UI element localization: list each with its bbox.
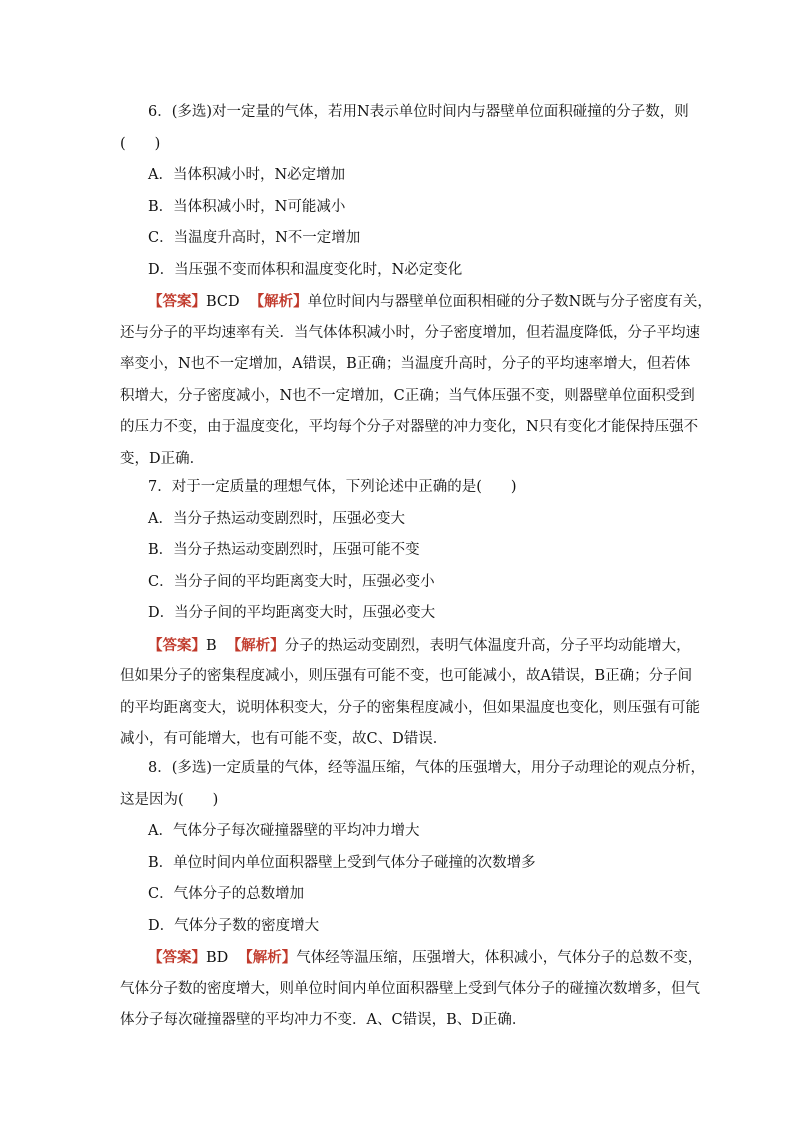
question-stem-line: 8．(多选)一定质量的气体，经等温压缩，气体的压强增大，用分子动理论的观点分析， bbox=[148, 760, 706, 776]
option-b: B．当分子热运动变剧烈时，压强可能不变 bbox=[148, 542, 420, 558]
question-6 bbox=[120, 97, 712, 475]
explanation-line: 减小，有可能增大，也有可能不变，故C、D错误． bbox=[120, 731, 448, 747]
explanation-text: 气体经等温压缩，压强增大，体积减小，气体分子的总数不变， bbox=[296, 950, 703, 966]
explanation-tag: 【解析】 bbox=[249, 293, 308, 310]
question-stem-line: ( ) bbox=[120, 135, 161, 152]
explanation-line: 率变小，N也不一定增加，A错误，B正确；当温度升高时，分子的平均速率增大，但若体 bbox=[120, 356, 691, 372]
answer-value: B bbox=[206, 637, 217, 654]
option-d: D．当压强不变而体积和温度变化时，N必定变化 bbox=[148, 261, 463, 278]
explanation-line: 积增大，分子密度减小，N也不一定增加，C正确；当气体压强不变，则器壁单位面积受到 bbox=[120, 387, 695, 404]
option-b: B．单位时间内单位面积器壁上受到气体分子碰撞的次数增多 bbox=[148, 854, 536, 871]
explanation-line: 的平均距离变大，说明体积变大，分子的密集程度减小，但如果温度也变化，则压强有可能 bbox=[120, 699, 700, 716]
answer-value: BCD bbox=[206, 294, 240, 310]
option-c: C．当温度升高时，N不一定增加 bbox=[148, 230, 361, 246]
answer-line bbox=[120, 286, 712, 318]
question-stem-line: 6．(多选)对一定量的气体，若用N表示单位时间内与器壁单位面积碰撞的分子数，则 bbox=[148, 104, 689, 120]
explanation-line: 气体分子数的密度增大，则单位时间内单位面积器壁上受到气体分子的碰撞次数增多，但气 bbox=[120, 980, 700, 997]
answer-tag: 【答案】 bbox=[148, 293, 206, 310]
explanation-line: 但如果分子的密集程度减小，则压强有可能不变，也可能减小，故A错误，B正确；分子间 bbox=[120, 668, 693, 684]
explanation-line: 体分子每次碰撞器壁的平均冲力不变．A、C错误，B、D正确． bbox=[120, 1012, 527, 1028]
option-a: A．当分子热运动变剧烈时，压强必变大 bbox=[148, 510, 405, 527]
option-d: D．气体分子数的密度增大 bbox=[148, 917, 320, 934]
answer-tag: 【答案】 bbox=[148, 636, 206, 654]
explanation-text: 分子的热运动变剧烈，表明气体温度升高，分子平均动能增大， bbox=[284, 637, 691, 654]
answer-value: BD bbox=[206, 950, 229, 966]
explanation-line: 还与分子的平均速率有关．当气体体积减小时，分子密度增加，但若温度降低，分子平均速 bbox=[120, 324, 700, 341]
explanation-line: 的压力不变，由于温度变化，平均每个分子对器壁的冲力变化，N只有变化才能保持压强不 bbox=[120, 419, 699, 435]
option-a: A．当体积减小时，N必定增加 bbox=[148, 167, 346, 183]
explanation-tag: 【解析】 bbox=[226, 636, 285, 654]
question-stem-line: 这是因为( ) bbox=[120, 791, 219, 808]
question-8 bbox=[120, 753, 706, 1037]
question-7 bbox=[120, 472, 700, 756]
answer-line bbox=[120, 942, 703, 974]
option-a: A．气体分子每次碰撞器壁的平均冲力增大 bbox=[148, 823, 420, 839]
option-b: B．当体积减小时，N可能减小 bbox=[148, 198, 346, 215]
option-c: C．气体分子的总数增加 bbox=[148, 886, 305, 902]
explanation-line: 变，D正确． bbox=[120, 450, 205, 467]
option-d: D．当分子间的平均距离变大时，压强必变大 bbox=[148, 605, 436, 621]
option-c: C．当分子间的平均距离变大时，压强必变小 bbox=[148, 573, 435, 590]
answer-line bbox=[120, 630, 691, 662]
explanation-text: 单位时间内与器壁单位面积相碰的分子数N既与分子密度有关， bbox=[307, 294, 712, 310]
answer-tag: 【答案】 bbox=[148, 949, 206, 966]
question-stem-line: 7．对于一定质量的理想气体，下列论述中正确的是( ) bbox=[148, 479, 517, 495]
explanation-tag: 【解析】 bbox=[238, 949, 297, 966]
